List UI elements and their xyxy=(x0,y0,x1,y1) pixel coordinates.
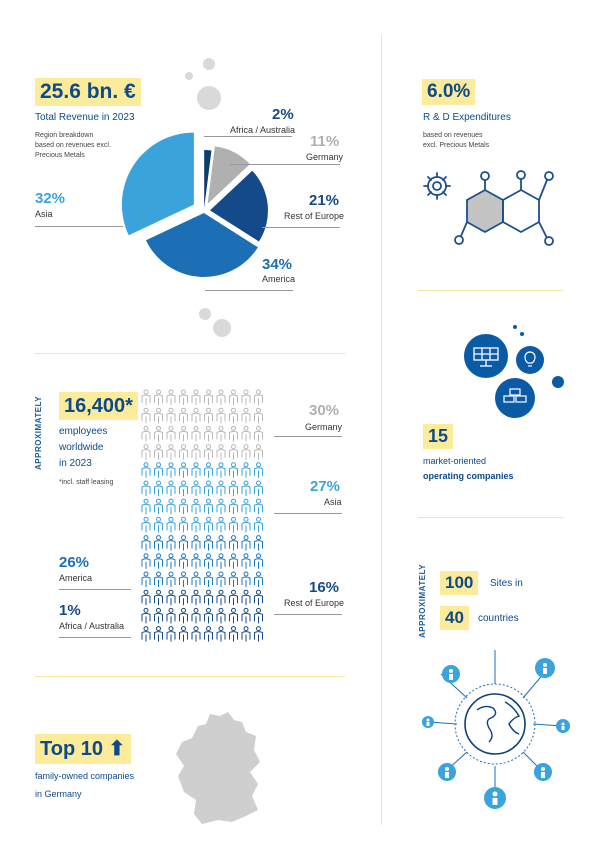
pie-label-asia: Asia xyxy=(35,209,53,219)
person-icon xyxy=(180,463,188,478)
person-icon xyxy=(142,554,150,569)
germany-map-icon xyxy=(170,710,270,830)
person-icon xyxy=(180,517,188,532)
person-icon xyxy=(192,554,200,569)
person-icon xyxy=(155,536,163,551)
person-icon xyxy=(242,536,250,551)
section-divider xyxy=(35,676,345,677)
person-icon xyxy=(242,408,250,423)
person-icon xyxy=(142,445,150,460)
person-icon xyxy=(142,463,150,478)
person-icon xyxy=(142,408,150,423)
person-icon xyxy=(230,627,238,642)
person-icon xyxy=(242,463,250,478)
person-icon xyxy=(242,426,250,441)
leader-line xyxy=(262,227,340,228)
companies-icons xyxy=(460,322,570,422)
person-node-icons xyxy=(422,658,570,809)
person-icon xyxy=(192,445,200,460)
person-icon xyxy=(205,627,213,642)
leader-line xyxy=(35,226,123,227)
person-icon xyxy=(242,627,250,642)
person-icon xyxy=(180,390,188,405)
person-icon xyxy=(205,390,213,405)
revenue-title: Total Revenue in 2023 xyxy=(35,112,135,123)
person-icon xyxy=(155,426,163,441)
decor-bubble xyxy=(213,319,231,337)
person-icon xyxy=(155,627,163,642)
leader-line xyxy=(230,164,340,165)
person-icon xyxy=(205,554,213,569)
emp-asia: Asia xyxy=(324,497,342,507)
person-icon xyxy=(242,590,250,605)
person-icon xyxy=(242,445,250,460)
pie-slice-asia xyxy=(122,133,194,236)
emp-america: America xyxy=(59,573,93,583)
employees-value: 16,400* xyxy=(59,392,138,420)
person-icon xyxy=(192,499,200,514)
person-icon xyxy=(167,390,175,405)
person-icon xyxy=(180,408,188,423)
leader-line xyxy=(274,436,342,437)
person-icon xyxy=(230,554,238,569)
person-icon xyxy=(155,554,163,569)
emp-america-pct: 26% xyxy=(59,554,90,571)
person-icon xyxy=(255,517,263,532)
person-icon xyxy=(255,481,263,496)
person-icon xyxy=(192,463,200,478)
person-icon xyxy=(217,608,225,623)
family-line1: family-owned companies xyxy=(35,771,135,781)
person-icon xyxy=(255,408,263,423)
person-icon xyxy=(142,572,150,587)
decor-bubble xyxy=(513,325,517,329)
person-icon xyxy=(180,445,188,460)
employees-approx-label: APPROXIMATELY xyxy=(34,395,43,470)
person-icon xyxy=(230,499,238,514)
emp-africa-pct: 1% xyxy=(59,602,81,619)
person-icon xyxy=(242,608,250,623)
decor-bubble xyxy=(199,308,211,320)
person-icon xyxy=(242,517,250,532)
person-icon xyxy=(180,572,188,587)
decor-bubble xyxy=(197,86,221,110)
person-icon xyxy=(205,426,213,441)
person-icon xyxy=(242,499,250,514)
decor-bubble xyxy=(203,58,215,70)
revenue-note: Region breakdown based on revenues excl. Precious Metals xyxy=(35,132,111,159)
person-icon xyxy=(155,463,163,478)
person-icon xyxy=(167,445,175,460)
emp-rest-europe-pct: 16% xyxy=(309,579,340,596)
rd-value: 6.0% xyxy=(422,79,475,105)
person-icon xyxy=(242,390,250,405)
person-icon xyxy=(155,481,163,496)
person-icon xyxy=(230,445,238,460)
person-icon xyxy=(217,408,225,423)
person-icon xyxy=(155,445,163,460)
bulb-icon xyxy=(516,346,544,374)
leader-line xyxy=(59,589,131,590)
person-icon xyxy=(142,499,150,514)
person-icon xyxy=(230,572,238,587)
person-icon xyxy=(167,627,175,642)
person-icon xyxy=(192,627,200,642)
person-icon xyxy=(142,517,150,532)
person-icon xyxy=(192,536,200,551)
sites-approx-label: APPROXIMATELY xyxy=(418,563,427,638)
person-icon xyxy=(217,481,225,496)
person-icon xyxy=(205,481,213,496)
leader-line xyxy=(59,637,131,638)
person-icon xyxy=(255,499,263,514)
person-icon xyxy=(217,426,225,441)
person-icon xyxy=(155,408,163,423)
leader-line xyxy=(274,614,342,615)
person-icon xyxy=(142,390,150,405)
leader-line xyxy=(204,136,292,137)
pie-label-asia-pct: 32% xyxy=(35,190,66,207)
person-icon xyxy=(142,481,150,496)
employees-footnote: *incl. staff leasing xyxy=(59,479,114,486)
person-icon xyxy=(217,554,225,569)
person-icon xyxy=(255,536,263,551)
person-icon xyxy=(217,390,225,405)
person-icon xyxy=(230,463,238,478)
sites-label: Sites in xyxy=(490,578,523,589)
rd-note: based on revenues excl. Precious Metals xyxy=(423,132,490,149)
person-icon xyxy=(242,554,250,569)
pie-label-rest-europe-pct: 21% xyxy=(309,192,340,209)
person-icon xyxy=(167,536,175,551)
decor-bubble xyxy=(520,332,524,336)
person-icon xyxy=(217,572,225,587)
solar-panel-icon xyxy=(464,334,508,378)
person-icon xyxy=(167,590,175,605)
countries-label: countries xyxy=(478,613,519,624)
person-icon xyxy=(230,608,238,623)
person-icon xyxy=(255,390,263,405)
person-icon xyxy=(167,481,175,496)
person-icon xyxy=(255,463,263,478)
person-icon xyxy=(180,481,188,496)
section-divider xyxy=(418,517,563,518)
person-icon xyxy=(192,590,200,605)
person-icon xyxy=(180,536,188,551)
leader-line xyxy=(205,290,293,291)
person-icon xyxy=(180,590,188,605)
person-icon xyxy=(255,608,263,623)
person-icon xyxy=(180,499,188,514)
person-icon xyxy=(155,517,163,532)
person-icon xyxy=(255,554,263,569)
pie-label-africa-pct: 2% xyxy=(272,106,294,123)
person-icon xyxy=(167,572,175,587)
person-icon xyxy=(192,481,200,496)
person-icon xyxy=(167,608,175,623)
person-icon xyxy=(155,499,163,514)
person-icon xyxy=(142,426,150,441)
person-icon xyxy=(217,517,225,532)
emp-germany: Germany xyxy=(305,422,343,432)
person-icon xyxy=(255,426,263,441)
person-icon xyxy=(142,536,150,551)
person-icon xyxy=(205,608,213,623)
person-icon xyxy=(192,426,200,441)
person-icon xyxy=(230,408,238,423)
pie-label-america: America xyxy=(262,274,296,284)
person-icon xyxy=(167,517,175,532)
person-icon xyxy=(230,390,238,405)
family-line2: in Germany xyxy=(35,789,82,799)
pie-label-rest-europe: Rest of Europe xyxy=(284,211,345,221)
person-icon xyxy=(217,627,225,642)
leader-line xyxy=(274,513,342,514)
pie-label-america-pct: 34% xyxy=(262,256,293,273)
emp-germany-pct: 30% xyxy=(309,402,340,419)
person-icon xyxy=(205,517,213,532)
molecule-gear-icon xyxy=(415,160,565,250)
person-icon xyxy=(255,572,263,587)
person-icon xyxy=(230,517,238,532)
person-icon xyxy=(217,590,225,605)
person-icon xyxy=(230,536,238,551)
person-icon xyxy=(142,608,150,623)
person-icon xyxy=(205,445,213,460)
person-icon xyxy=(205,408,213,423)
person-icon xyxy=(255,590,263,605)
person-icon xyxy=(192,608,200,623)
person-icon xyxy=(167,499,175,514)
person-icon xyxy=(192,572,200,587)
person-icon xyxy=(205,572,213,587)
person-icon xyxy=(192,517,200,532)
person-icon xyxy=(192,408,200,423)
person-icon xyxy=(217,499,225,514)
family-value: Top 10 ⬆ xyxy=(35,734,131,764)
person-icon xyxy=(205,536,213,551)
globe-network-icon xyxy=(415,640,580,820)
person-icon xyxy=(217,445,225,460)
companies-value: 15 xyxy=(423,424,453,449)
person-icon xyxy=(230,481,238,496)
person-icon xyxy=(180,554,188,569)
person-icon xyxy=(155,590,163,605)
person-icon xyxy=(192,390,200,405)
person-icon xyxy=(217,463,225,478)
employees-desc: employees worldwide in 2023 xyxy=(59,426,108,469)
companies-line1: market-oriented xyxy=(423,456,487,466)
person-icon xyxy=(217,536,225,551)
person-icon xyxy=(142,590,150,605)
countries-value: 40 xyxy=(440,606,469,630)
person-icon xyxy=(167,408,175,423)
pie-label-germany-pct: 11% xyxy=(310,133,340,150)
person-icon xyxy=(242,572,250,587)
person-icon xyxy=(167,554,175,569)
pie-label-africa: Africa / Australia xyxy=(230,125,296,135)
decor-bubble xyxy=(552,376,564,388)
person-icon xyxy=(180,426,188,441)
person-icon xyxy=(242,481,250,496)
person-icon xyxy=(155,572,163,587)
emp-rest-europe: Rest of Europe xyxy=(284,598,345,608)
sites-value: 100 xyxy=(440,571,478,595)
person-icon xyxy=(230,426,238,441)
pie-label-germany: Germany xyxy=(306,152,344,162)
revenue-value: 25.6 bn. € xyxy=(35,78,141,106)
person-icon xyxy=(205,499,213,514)
person-icon xyxy=(205,463,213,478)
companies-line2: operating companies xyxy=(423,471,514,481)
employees-pictogram xyxy=(140,386,270,644)
person-icon xyxy=(155,390,163,405)
person-icon xyxy=(180,627,188,642)
arrow-up-icon: ⬆ xyxy=(108,738,126,760)
gold-bars-icon xyxy=(495,378,535,418)
person-icon xyxy=(142,627,150,642)
person-icon xyxy=(155,608,163,623)
person-icon xyxy=(167,463,175,478)
person-icon xyxy=(255,627,263,642)
person-icon xyxy=(167,426,175,441)
person-icon xyxy=(205,590,213,605)
emp-asia-pct: 27% xyxy=(310,478,341,495)
person-icon xyxy=(180,608,188,623)
decor-bubble xyxy=(185,72,193,80)
rd-title: R & D Expenditures xyxy=(423,112,511,123)
emp-africa: Africa / Australia xyxy=(59,621,125,631)
person-icon xyxy=(255,445,263,460)
person-icon xyxy=(230,590,238,605)
